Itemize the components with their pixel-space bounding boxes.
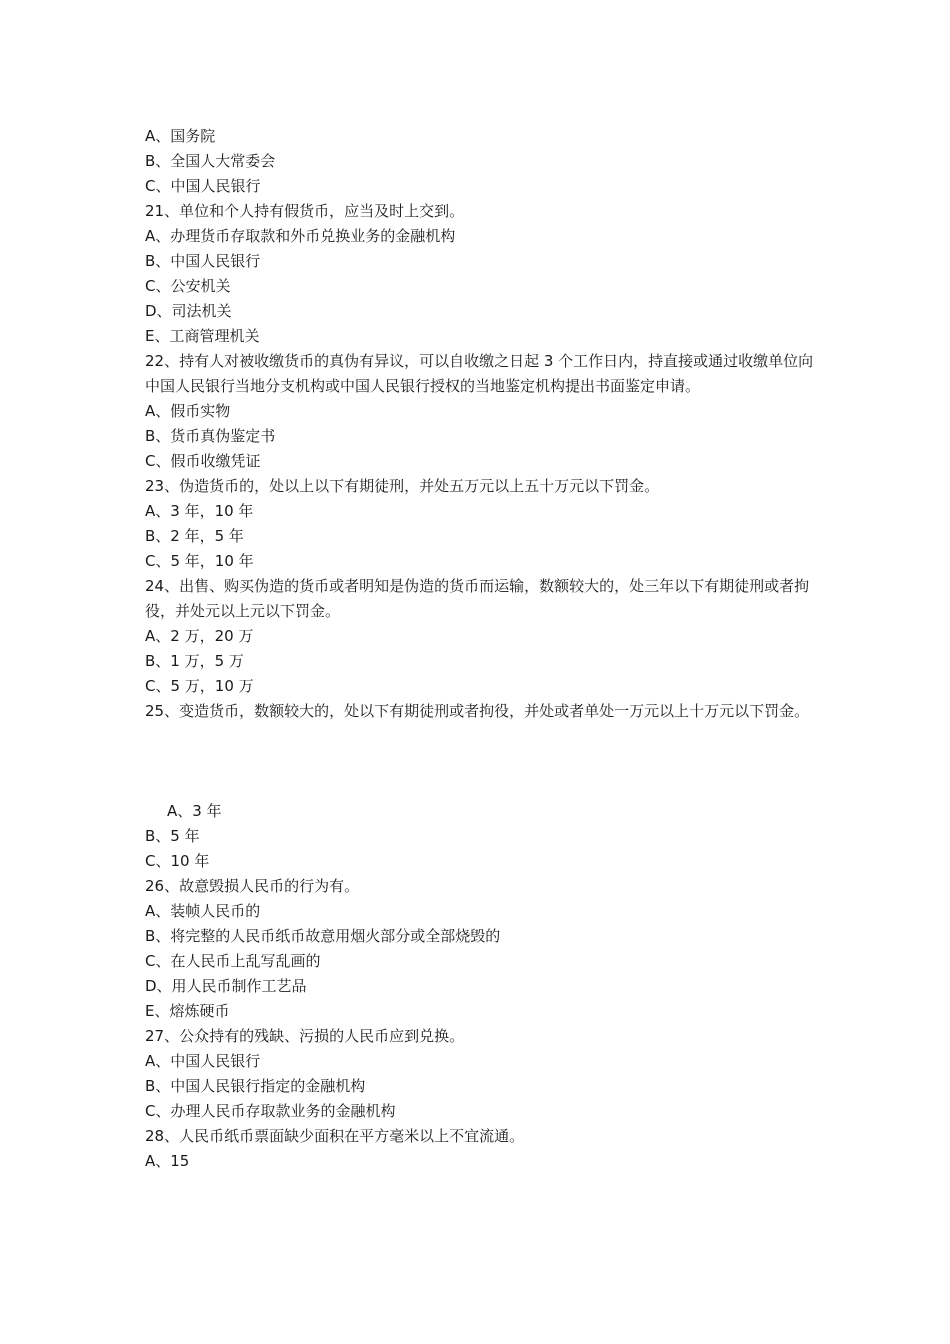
line: A、装帧人民币的 <box>145 902 261 920</box>
line: E、工商管理机关 <box>145 327 260 345</box>
line: D、司法机关 <box>145 302 232 320</box>
line: B、2 年，5 年 <box>145 527 244 545</box>
line: C、10 年 <box>145 852 210 870</box>
line: B、1 万，5 万 <box>145 652 244 670</box>
line: A、3 年，10 年 <box>145 502 254 520</box>
line: E、熔炼硬币 <box>145 1002 230 1020</box>
question-21: 21、单位和个人持有假货币，应当及时上交到。 <box>145 202 465 220</box>
question-25: 25、变造货币，数额较大的，处以下有期徒刑或者拘役，并处或者单处一万元以上十万元以下罚金。 <box>145 702 810 720</box>
question-26: 26、故意毁损人民币的行为有。 <box>145 877 360 895</box>
line: B、中国人民银行 <box>145 252 261 270</box>
line: A、3 年 <box>167 802 222 820</box>
line: A、中国人民银行 <box>145 1052 261 1070</box>
line: B、将完整的人民币纸币故意用烟火部分或全部烧毁的 <box>145 927 501 945</box>
line: B、全国人大常委会 <box>145 152 276 170</box>
question-24: 24、出售、购买伪造的货币或者明知是伪造的货币而运输，数额较大的，处三年以下有期徒刑或者拘役，并处元以上元以下罚金。 <box>145 577 810 620</box>
question-22: 22、持有人对被收缴货币的真伪有异议，可以自收缴之日起 3 个工作日内，持直接或通过收缴单位向中国人民银行当地分支机构或中国人民银行授权的当地鉴定机构提出书面鉴定申请。 <box>145 352 814 395</box>
line: C、公安机关 <box>145 277 231 295</box>
spacer <box>145 724 815 799</box>
line: C、中国人民银行 <box>145 177 261 195</box>
line: B、中国人民银行指定的金融机构 <box>145 1077 366 1095</box>
line: A、办理货币存取款和外币兑换业务的金融机构 <box>145 227 456 245</box>
line: A、2 万，20 万 <box>145 627 254 645</box>
line: C、办理人民币存取款业务的金融机构 <box>145 1102 396 1120</box>
line: C、假币收缴凭证 <box>145 452 261 470</box>
line: C、5 年，10 年 <box>145 552 254 570</box>
question-28: 28、人民币纸币票面缺少面积在平方毫米以上不宜流通。 <box>145 1127 525 1145</box>
line: A、15 <box>145 1152 190 1170</box>
line: D、用人民币制作工艺品 <box>145 977 307 995</box>
line: A、国务院 <box>145 127 216 145</box>
question-27: 27、公众持有的残缺、污损的人民币应到兑换。 <box>145 1027 465 1045</box>
question-23: 23、伪造货币的，处以上以下有期徒刑，并处五万元以上五十万元以下罚金。 <box>145 477 660 495</box>
line: C、5 万，10 万 <box>145 677 254 695</box>
line: A、假币实物 <box>145 402 231 420</box>
line: B、货币真伪鉴定书 <box>145 427 276 445</box>
line: B、5 年 <box>145 827 200 845</box>
document-body <box>145 124 815 1174</box>
line: C、在人民币上乱写乱画的 <box>145 952 321 970</box>
